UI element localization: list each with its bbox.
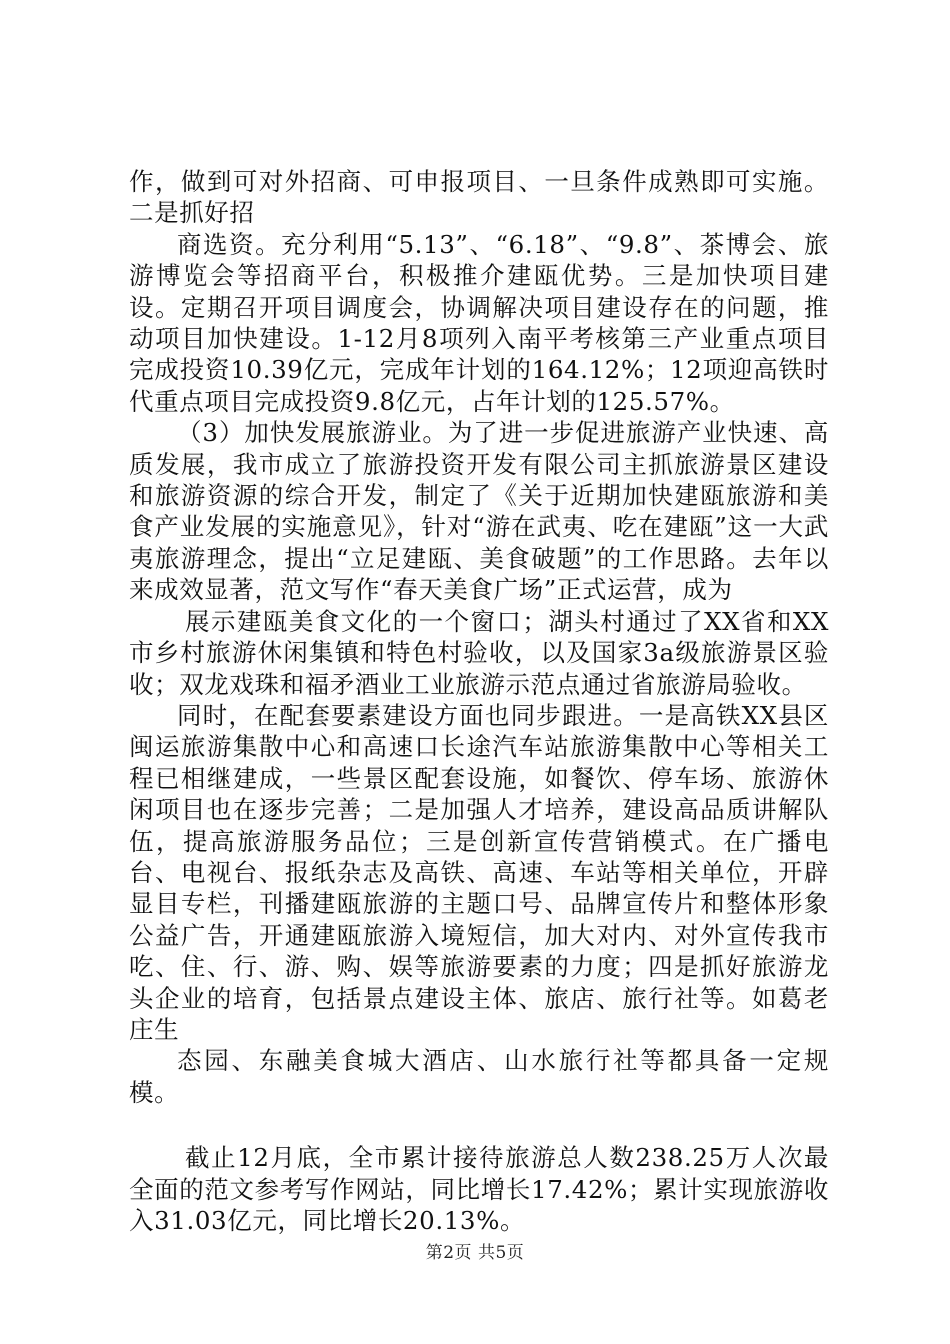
paragraph-tourism-development: （3）加快发展旅游业。为了进一步促进旅游产业快速、高质发展，我市成立了旅游投资开发有限公司主抓旅游景区建设和旅游资源的综合开发，制定了《关于近期加快建瓯旅游和美食产业发展的实施意见》，针对“游在武夷、吃在建瓯”这一大武夷旅游理念，提出“立足建瓯、美食破题”的工作思路。去年以来成效显著，范文写作“春天美食广场”正式运营，成为 bbox=[129, 418, 829, 605]
paragraph-continuation: 作，做到可对外招商、可申报项目、一旦条件成熟即可实施。二是抓好招 bbox=[129, 167, 829, 228]
paragraph-food-window: 展示建瓯美食文化的一个窗口；湖头村通过了XX省和XX市乡村旅游休闲集镇和特色村验收，以及国家3a级旅游景区验收；双龙戏珠和福矛酒业工业旅游示范点通过省旅游局验收。 bbox=[129, 606, 829, 699]
document-body bbox=[129, 166, 829, 1236]
paragraph-supporting-elements: 同时，在配套要素建设方面也同步跟进。一是高铁XX县区闽运旅游集散中心和高速口长途汽车站旅游集散中心等相关工程已相继建成，一些景区配套设施，如餐饮、停车场、旅游休闲项目也在逐步完善；二是加强人才培养，建设高品质讲解队伍，提高旅游服务品位；三是创新宣传营销模式。在广播电台、电视台、报纸杂志及高铁、高速、车站等相关单位，开辟显目专栏，刊播建瓯旅游的主题口号、品牌宣传片和整体形象公益广告，开通建瓯旅游入境短信，加大对内、对外宣传我市吃、住、行、游、购、娱等旅游要素的力度；四是抓好旅游龙头企业的培育，包括景点建设主体、旅店、旅行社等。如葛老庄生 bbox=[129, 700, 829, 1044]
paragraph-investment: 商选资。充分利用“5.13”、“6.18”、“9.8”、茶博会、旅游博览会等招商平台，积极推介建瓯优势。三是加快项目建设。定期召开项目调度会，协调解决项目建设存在的问题，推动项目加快建设。1-12月8项列入南平考核第三产业重点项目完成投资10.39亿元，完成年计划的164.12%；12项迎高铁时代重点项目完成投资9.8亿元，占年计划的125.57%。 bbox=[129, 229, 829, 416]
paragraph-enterprise-scale: 态园、东融美食城大酒店、山水旅行社等都具备一定规模。 bbox=[129, 1046, 829, 1107]
paragraph-spacer bbox=[129, 1108, 829, 1142]
paragraph-tourism-statistics: 截止12月底，全市累计接待旅游总人数238.25万人次最全面的范文参考写作网站，同比增长17.42%；累计实现旅游收入31.03亿元，同比增长20.13%。 bbox=[129, 1143, 829, 1235]
page-number: 第2页 共5页 bbox=[425, 1243, 525, 1263]
